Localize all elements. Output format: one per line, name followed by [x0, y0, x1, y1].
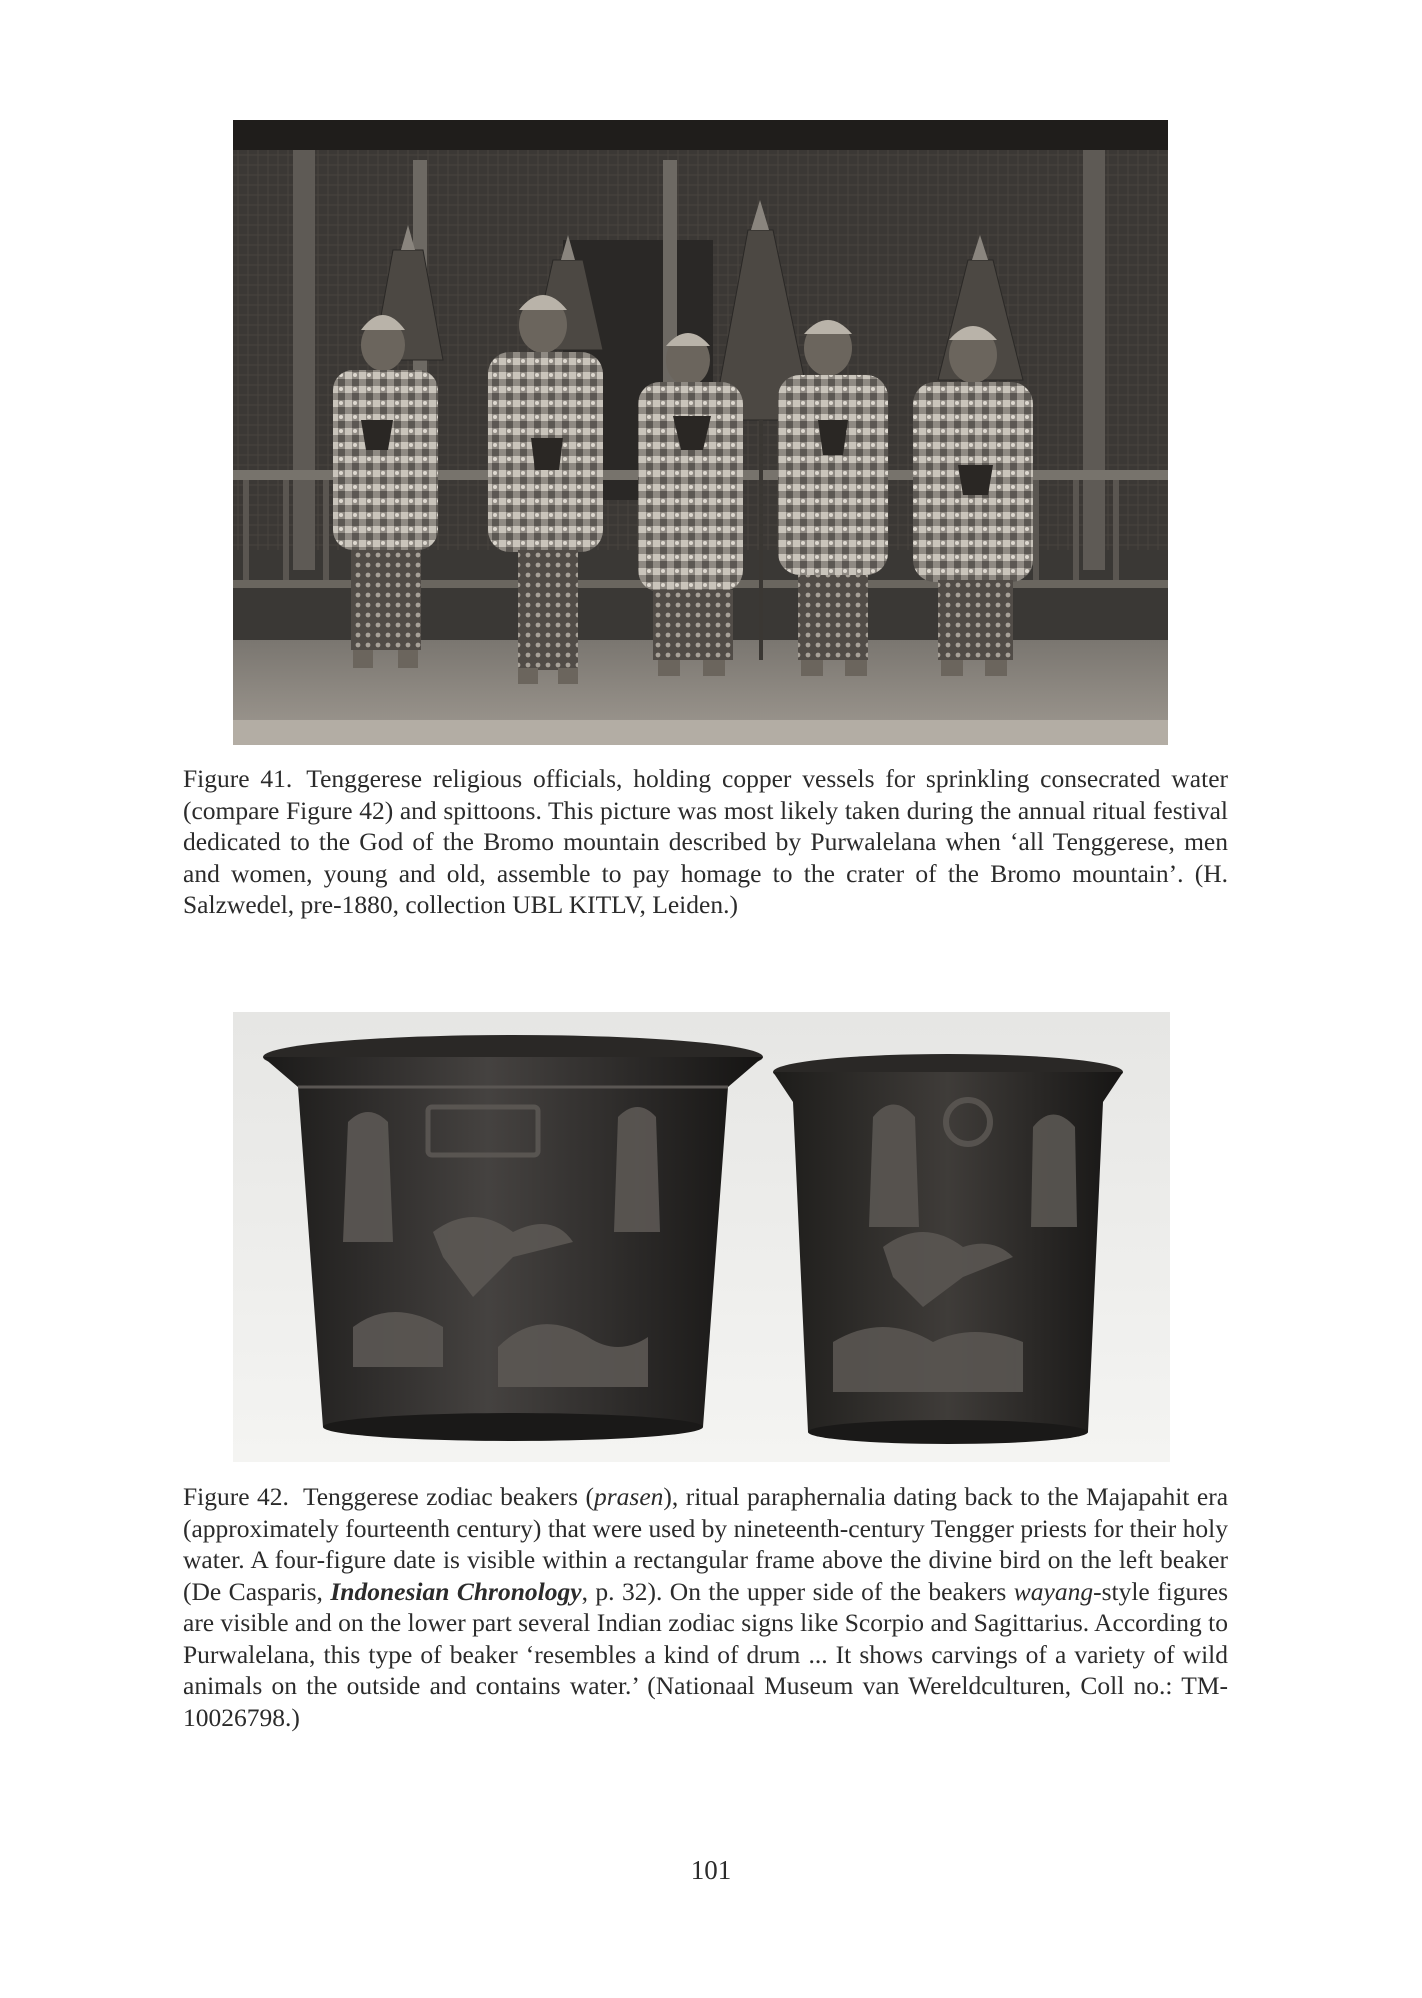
figure-42-caption-part-b: ), ritual paraphernalia dating back to the Majapahit era (approximately fourteenth century) that were used by nineteenth-century Tengger priests for their holy water. A four-figure date is visible within a rectangular frame above the divine bird on the left beaker (De Casparis, — [183, 1482, 1229, 1606]
figure-42-caption-italic-prasen: prasen — [594, 1482, 664, 1511]
right-beaker — [773, 1054, 1123, 1444]
officials-photo-illustration — [233, 120, 1168, 745]
figure-42-label: Figure 42. — [183, 1482, 289, 1511]
figure-42-caption-italic-wayang: wayang — [1013, 1576, 1094, 1606]
figure-42-photo — [233, 1012, 1170, 1462]
figure-41-photo — [233, 120, 1168, 745]
left-beaker — [263, 1035, 763, 1441]
zodiac-beakers-photo-illustration — [233, 1012, 1170, 1462]
figure-42-caption-book-title: Indonesian Chronology — [330, 1576, 582, 1606]
figure-41-label: Figure 41. — [183, 764, 293, 793]
figure-41-caption — [183, 763, 1228, 921]
figure-42-caption-part-c: , p. 32). On the upper side of the beakers — [581, 1576, 1014, 1606]
figure-42-caption-part-d: -style figures are visible and on the lower part several Indian zodiac signs like Scorpio and Sagittarius. According to Purwalelana, this type of beaker ‘resembles a kind of drum ... It shows carvings of a variety of wild animals on the outside and contains water.’ (Nationaal Museum van Wereldculturen, Coll no.: TM-10026798.) — [183, 1576, 1229, 1732]
figure-42-caption-part-a: Tenggerese zodiac beakers ( — [302, 1482, 594, 1511]
page-number: 101 — [690, 1855, 732, 1885]
figure-41-caption-text: Tenggerese religious officials, holding copper vessels for sprinkling consecrated water (compare Figure 42) and spittoons. This picture was most likely taken during the annual ritual festival dedicated to the God of the Bromo mountain described by Purwalelana when ‘all Tenggerese, men and women, young and old, assemble to pay homage to the crater of the Bromo mountain’. (H. Salzwedel, pre-1880, collection UBL KITLV, Leiden.) — [183, 764, 1228, 919]
figure-42-caption — [183, 1481, 1228, 1733]
